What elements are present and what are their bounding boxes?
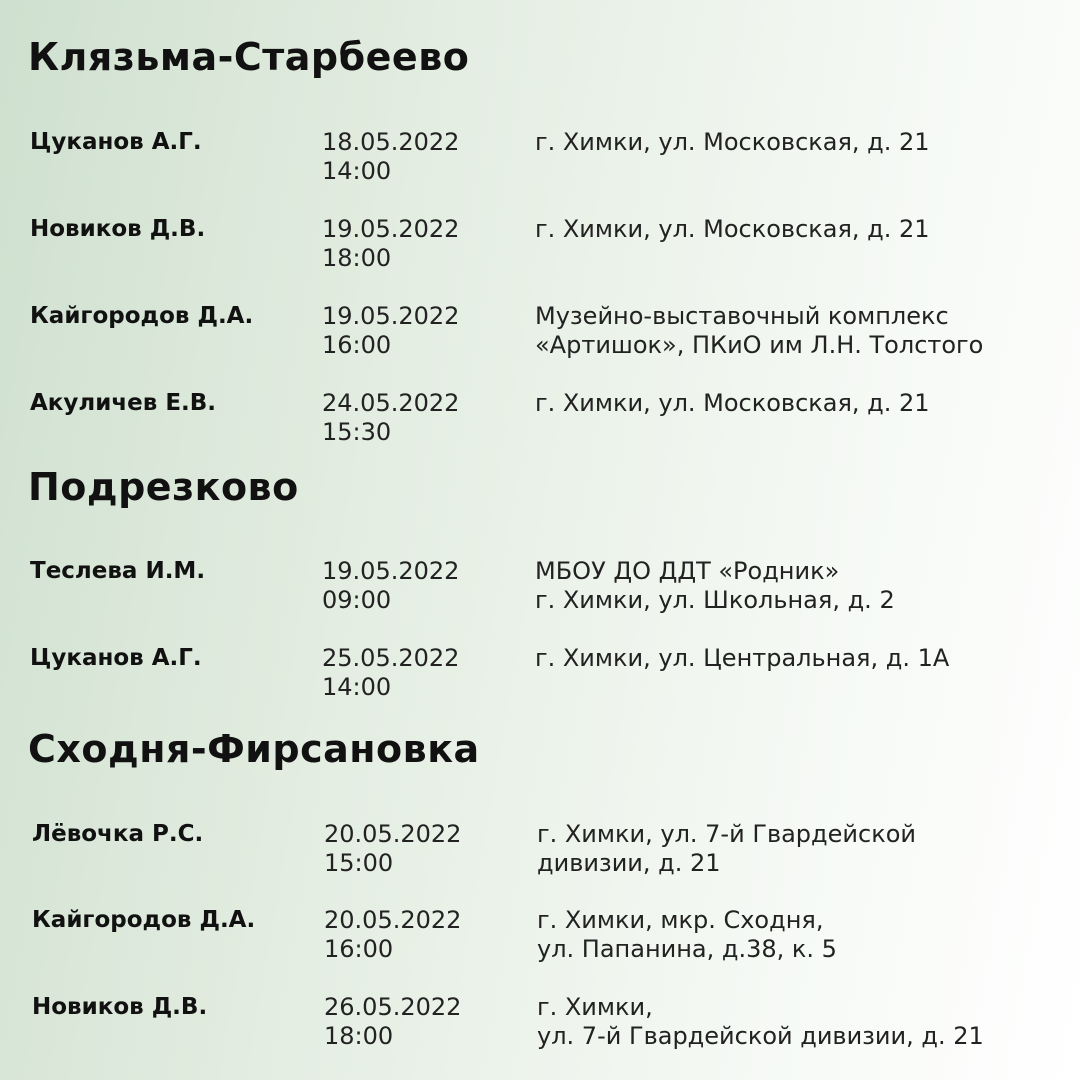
schedule-entry bbox=[0, 906, 1080, 966]
date: 24.05.2022 bbox=[322, 389, 460, 417]
time: 15:00 bbox=[324, 849, 394, 877]
person-name: Новиков Д.В. bbox=[32, 994, 208, 1020]
address bbox=[535, 644, 949, 673]
address bbox=[535, 215, 930, 244]
person-name: Кайгородов Д.А. bbox=[32, 907, 256, 933]
time: 18:00 bbox=[324, 1022, 394, 1050]
date: 19.05.2022 bbox=[322, 302, 460, 330]
address bbox=[537, 906, 837, 964]
time: 09:00 bbox=[322, 586, 392, 614]
date: 25.05.2022 bbox=[322, 644, 460, 672]
section-title: Подрезково bbox=[28, 465, 299, 509]
address-line-1: г. Химки, ул. Московская, д. 21 bbox=[535, 128, 930, 156]
time: 14:00 bbox=[322, 157, 392, 185]
date: 20.05.2022 bbox=[324, 820, 462, 848]
address-line-1: МБОУ ДО ДДТ «Родник» bbox=[535, 557, 840, 585]
address bbox=[535, 128, 930, 157]
schedule-entry bbox=[0, 389, 1080, 449]
time: 15:30 bbox=[322, 418, 392, 446]
time: 14:00 bbox=[322, 673, 392, 701]
address-line-1: г. Химки, мкр. Сходня, bbox=[537, 906, 824, 934]
address bbox=[537, 993, 984, 1051]
address-line-1: Музейно-выставочный комплекс bbox=[535, 302, 949, 330]
address-line-2: г. Химки, ул. Школьная, д. 2 bbox=[535, 586, 895, 614]
date: 18.05.2022 bbox=[322, 128, 460, 156]
section-title: Клязьма-Старбеево bbox=[28, 35, 470, 79]
person-name: Цуканов А.Г. bbox=[30, 129, 202, 155]
address bbox=[535, 557, 895, 615]
date-time bbox=[322, 128, 459, 186]
date-time bbox=[324, 906, 461, 964]
schedule-entry bbox=[0, 557, 1080, 617]
date-time bbox=[322, 389, 459, 447]
date-time bbox=[322, 644, 459, 702]
date-time bbox=[324, 993, 461, 1051]
schedule-entry bbox=[0, 820, 1080, 880]
schedule-entry bbox=[0, 215, 1080, 275]
date-time bbox=[322, 215, 459, 273]
address-line-1: г. Химки, ул. Московская, д. 21 bbox=[535, 389, 930, 417]
date: 26.05.2022 bbox=[324, 993, 462, 1021]
schedule-entry bbox=[0, 993, 1080, 1053]
person-name: Теслева И.М. bbox=[30, 558, 206, 584]
address-line-1: г. Химки, bbox=[537, 993, 653, 1021]
date: 19.05.2022 bbox=[322, 557, 460, 585]
address-line-1: г. Химки, ул. Московская, д. 21 bbox=[535, 215, 930, 243]
address-line-1: г. Химки, ул. Центральная, д. 1А bbox=[535, 644, 950, 672]
address-line-2: «Артишок», ПКиО им Л.Н. Толстого bbox=[535, 331, 984, 359]
address bbox=[537, 820, 916, 878]
date: 19.05.2022 bbox=[322, 215, 460, 243]
person-name: Новиков Д.В. bbox=[30, 216, 206, 242]
date: 20.05.2022 bbox=[324, 906, 462, 934]
person-name: Акуличев Е.В. bbox=[30, 390, 217, 416]
person-name: Цуканов А.Г. bbox=[30, 645, 202, 671]
schedule-entry bbox=[0, 302, 1080, 362]
person-name: Лёвочка Р.С. bbox=[32, 821, 204, 847]
section-title: Сходня-Фирсановка bbox=[28, 727, 480, 771]
date-time bbox=[322, 302, 459, 360]
address bbox=[535, 302, 983, 360]
schedule-entry bbox=[0, 128, 1080, 188]
time: 18:00 bbox=[322, 244, 392, 272]
date-time bbox=[324, 820, 461, 878]
address-line-2: ул. 7-й Гвардейской дивизии, д. 21 bbox=[537, 1022, 984, 1050]
person-name: Кайгородов Д.А. bbox=[30, 303, 254, 329]
schedule-entry bbox=[0, 644, 1080, 704]
time: 16:00 bbox=[324, 935, 394, 963]
address-line-2: ул. Папанина, д.38, к. 5 bbox=[537, 935, 837, 963]
address-line-1: г. Химки, ул. 7-й Гвардейской bbox=[537, 820, 916, 848]
address bbox=[535, 389, 930, 418]
date-time bbox=[322, 557, 459, 615]
time: 16:00 bbox=[322, 331, 392, 359]
address-line-2: дивизии, д. 21 bbox=[537, 849, 721, 877]
